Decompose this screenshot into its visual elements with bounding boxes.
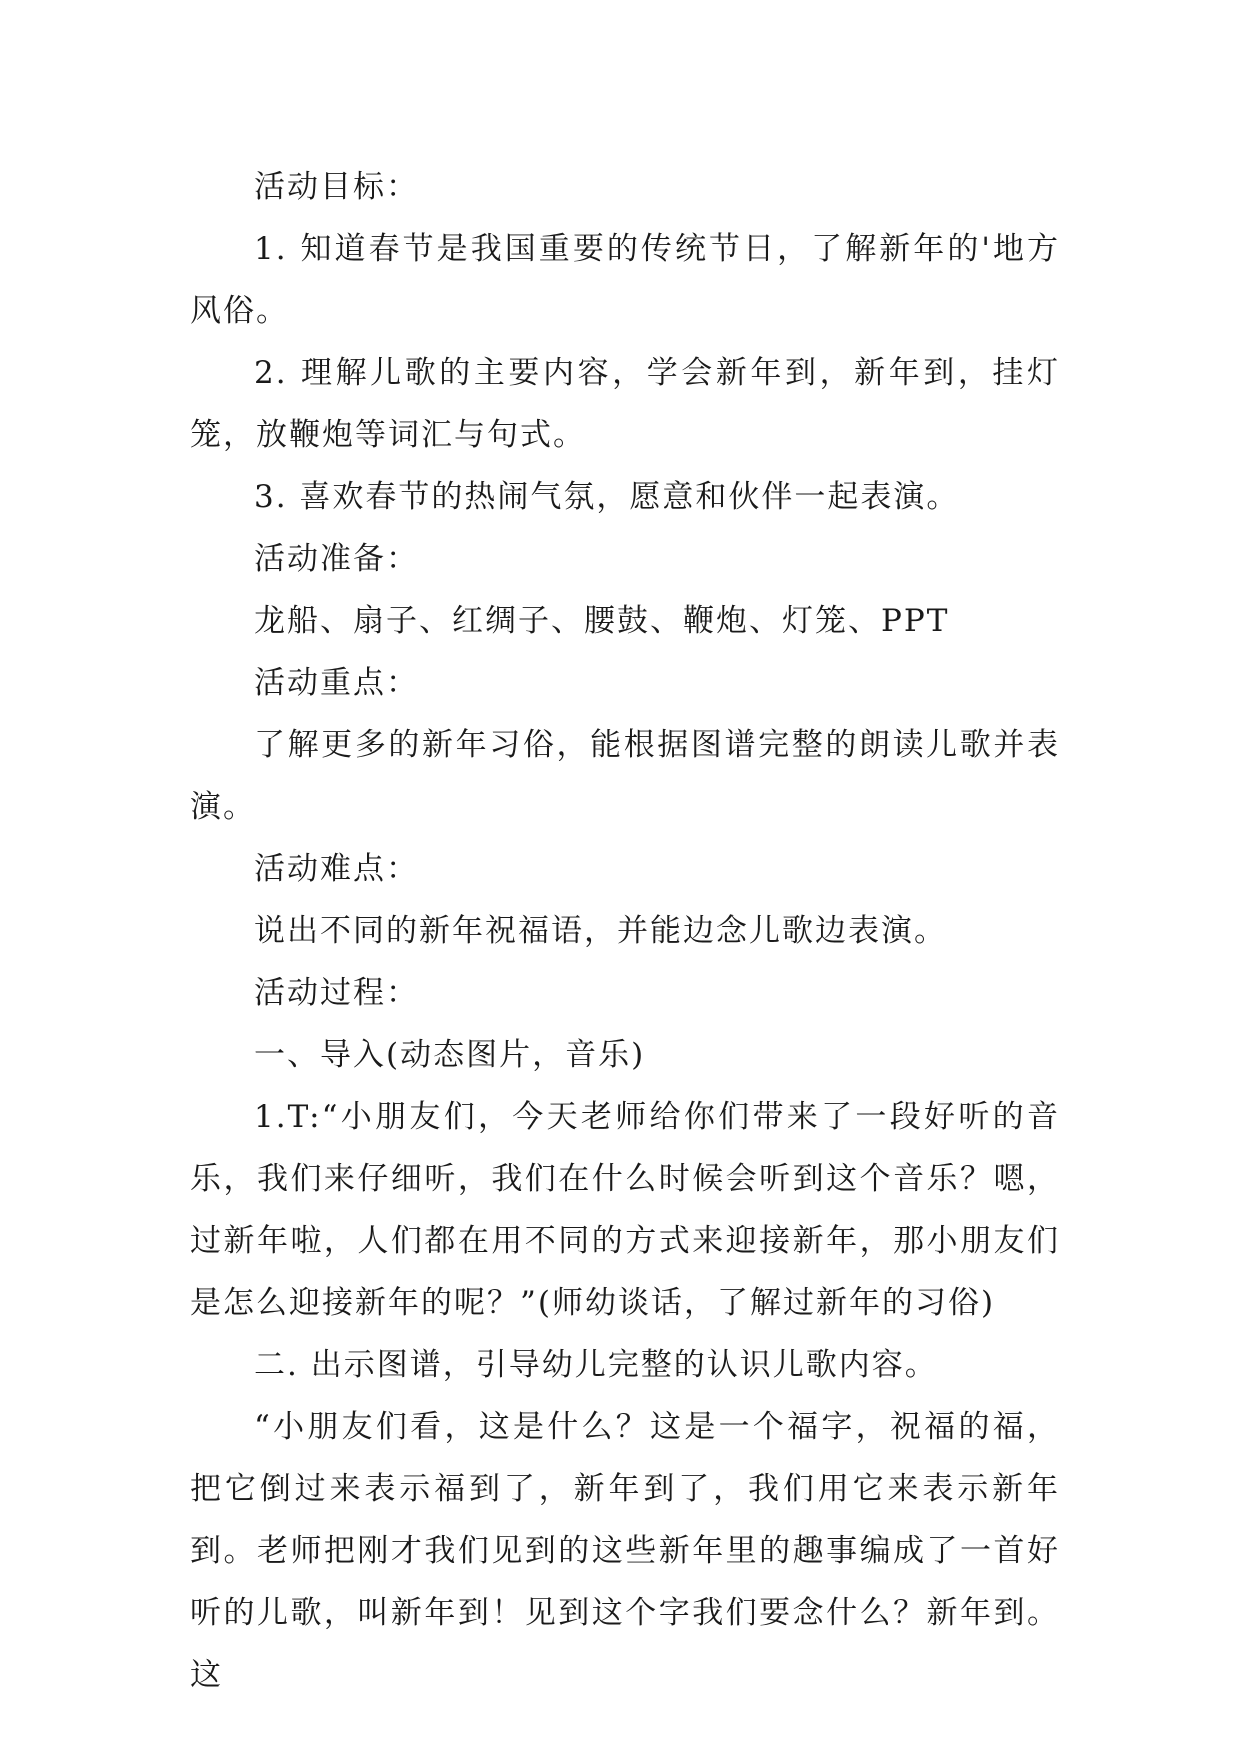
heading-activity-focus: 活动重点： (254, 665, 419, 701)
heading-activity-preparation: 活动准备： (254, 541, 419, 577)
preparation-materials: 龙船、扇子、红绸子、腰鼓、鞭炮、灯笼、PPT (254, 603, 950, 639)
heading-activity-goals: 活动目标： (254, 169, 419, 205)
document-body (190, 156, 1060, 1706)
heading-activity-process: 活动过程： (254, 975, 419, 1011)
process-step-2-text: “小朋友们看，这是什么？这是一个福字，祝福的福，把它倒过来表示福到了，新年到了，我们用它来表示新年到。老师把刚才我们见到的这些新年里的趣事编成了一首好听的儿歌，叫新年到！见到这个字我们要念什么？新年到。这 (190, 1409, 1060, 1693)
goal-item-1: 1. 知道春节是我国重要的传统节日，了解新年的'地方风俗。 (190, 231, 1060, 329)
process-step-1-title: 一、导入(动态图片，音乐) (254, 1037, 646, 1073)
goal-item-3: 3. 喜欢春节的热闹气氛，愿意和伙伴一起表演。 (254, 479, 960, 515)
process-step-2-title: 二. 出示图谱，引导幼儿完整的认识儿歌内容。 (254, 1347, 938, 1383)
activity-difficulty-text: 说出不同的新年祝福语，并能边念儿歌边表演。 (254, 913, 947, 949)
activity-focus-text: 了解更多的新年习俗，能根据图谱完整的朗读儿歌并表演。 (190, 727, 1060, 825)
process-step-1-text: 1.T:“小朋友们，今天老师给你们带来了一段好听的音乐，我们来仔细听，我们在什么时候会听到这个音乐？嗯，过新年啦，人们都在用不同的方式来迎接新年，那小朋友们是怎么迎接新年的呢？”(师幼谈话，了解过新年的习俗) (190, 1099, 1060, 1321)
goal-item-2: 2. 理解儿歌的主要内容，学会新年到，新年到，挂灯笼，放鞭炮等词汇与句式。 (190, 355, 1060, 453)
heading-activity-difficulty: 活动难点： (254, 851, 419, 887)
